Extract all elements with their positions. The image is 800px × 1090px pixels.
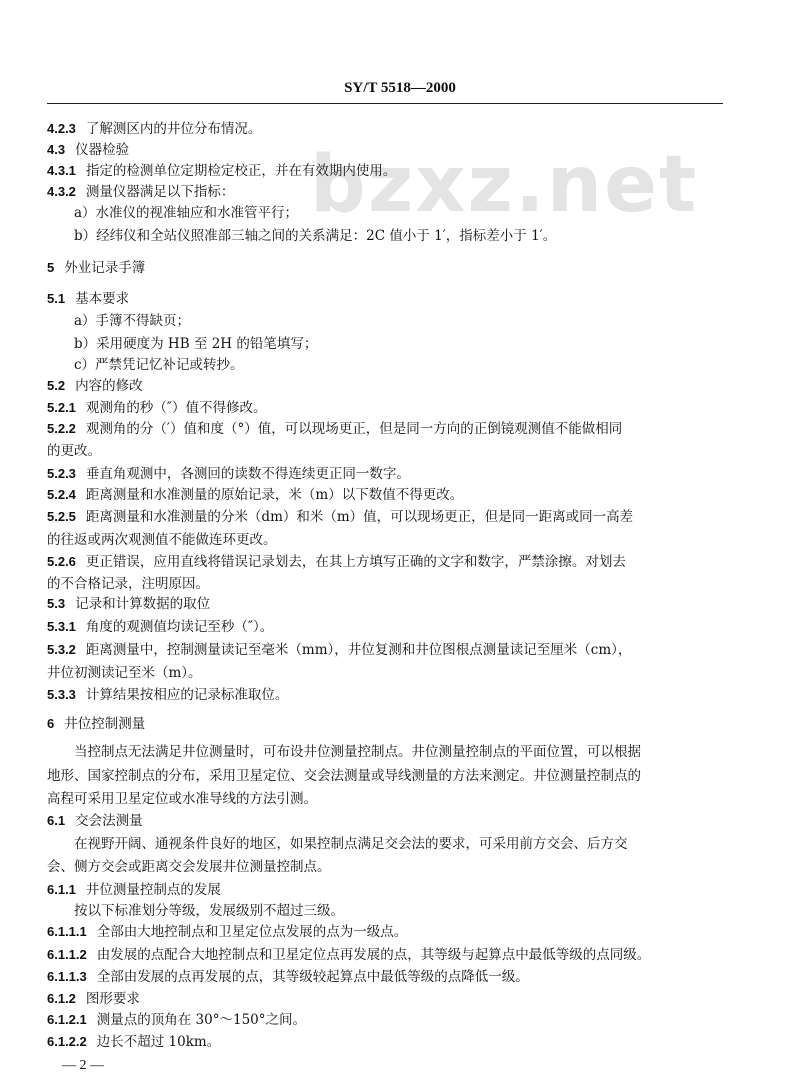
clause-text: a）水准仪的视准轴应和水准管平行；: [74, 205, 299, 221]
clause-number: 4.3: [47, 142, 66, 157]
clause-number: 6.1.1.1: [47, 924, 87, 939]
header-rule: [47, 103, 723, 104]
clause-text: 距离测量中，控制测量读记至毫米（mm），井位复测和井位图根点测量读记至厘米（cm），: [85, 642, 632, 658]
clause-text: 更正错误，应用直线将错误记录划去，在其上方填写正确的文字和数字，严禁涂擦。对划去: [85, 554, 626, 570]
clause-number: 5.2.6: [47, 554, 76, 569]
clause-text: 内容的修改: [75, 378, 143, 394]
clause-number: 5.2.3: [47, 466, 76, 481]
text-line: [47, 224, 754, 248]
clause-text: 在视野开阔、通视条件良好的地区，如果控制点满足交会法的要求，可采用前方交会、后方交: [74, 836, 628, 852]
clause-5-3-3: [47, 683, 727, 707]
clause-text: 计算结果按相应的记录标准取位。: [85, 687, 289, 703]
clause-5-2-2: [47, 417, 727, 441]
clause-text: 了解测区内的井位分布情况。: [85, 121, 262, 137]
clause-text: 基本要求: [75, 291, 130, 307]
clause-number: 6.1.1.2: [47, 947, 87, 962]
clause-text: 高程可采用卫星定位或水准导线的方法引测。: [47, 791, 317, 807]
clause-6-1-1-2: [47, 943, 727, 967]
clause-text: 角度的观测值均读记至秒（″）。: [85, 619, 274, 635]
clause-5-2-5: [47, 505, 727, 529]
clause-text: 由发展的点配合大地控制点和卫星定位点再发展的点，其等级与起算点中最低等级的点同级。: [96, 947, 651, 963]
clause-number: 5.2.2: [47, 421, 76, 436]
clause-number: 4.3.2: [47, 184, 76, 199]
clause-text: 的不合格记录，注明原因。: [47, 576, 209, 592]
clause-text: 地形、国家控制点的分布，采用卫星定位、交会法测量或导线测量的方法来测定。井位测量控制点的: [47, 768, 641, 784]
clause-text: 会、侧方交会或距离交会发展井位测量控制点。: [47, 859, 331, 875]
clause-5-3-1: [47, 615, 727, 639]
clause-5-2-6: [47, 550, 727, 574]
clause-text: 的往返或两次观测值不能做连环更改。: [47, 532, 277, 548]
text-line: [47, 439, 727, 463]
clause-number: 5.3: [47, 596, 66, 611]
clause-6-1-2-2: [47, 1030, 727, 1054]
clause-text: b）采用硬度为 HB 至 2H 的铅笔填写；: [74, 336, 318, 352]
clause-5-2-4: [47, 483, 727, 507]
clause-text: 井位控制测量: [64, 716, 146, 732]
clause-text: 指定的检测单位定期检定校正，并在有效期内使用。: [85, 163, 397, 179]
clause-text: 按以下标准划分等级，发展级别不超过三级。: [74, 903, 344, 919]
clause-number: 6: [47, 716, 55, 731]
text-line: [47, 787, 727, 811]
page-number: — 2 —: [62, 1058, 104, 1073]
clause-6-1-1-1: [47, 920, 727, 944]
clause-text: 井位测量控制点的发展: [85, 882, 221, 898]
clause-text: 全部由发展的点再发展的点，其等级较起算点中最低等级的点降低一级。: [96, 969, 529, 985]
clause-text: 图形要求: [85, 991, 140, 1007]
clause-number: 6.1.2: [47, 991, 76, 1006]
clause-text: 测量点的顶角在 30°～150°之间。: [96, 1012, 307, 1028]
clause-number: 4.3.1: [47, 163, 76, 178]
clause-5-3-2: [47, 638, 727, 662]
clause-text: 观测角的分（′）值和度（°）值，可以现场更正，但是同一方向的正倒镜观测值不能做相同: [85, 421, 623, 437]
clause-6-1-2-1: [47, 1008, 727, 1032]
clause-5-3: [47, 592, 727, 616]
clause-text: 距离测量和水准测量的原始记录，米（m）以下数值不得更改。: [85, 487, 464, 503]
clause-text: 距离测量和水准测量的分米（dm）和米（m）值，可以现场更正，但是同一距离或同一高差: [85, 509, 634, 525]
clause-number: 6.1: [47, 813, 66, 828]
text-line: [47, 661, 727, 685]
clause-text: 外业记录手簿: [64, 260, 146, 276]
clause-number: 5.2.5: [47, 509, 76, 524]
clause-text: 全部由大地控制点和卫星定位点发展的点为一级点。: [96, 924, 408, 940]
clause-text: a）手簿不得缺页；: [74, 313, 191, 329]
clause-text: 井位初测读记至米（m）。: [47, 665, 202, 681]
clause-text: 的更改。: [47, 443, 101, 459]
clause-text: 仪器检验: [75, 142, 130, 158]
clause-text: 垂直角观测中，各测回的读数不得连续更正同一数字。: [85, 466, 410, 482]
clause-text: 边长不超过 10km。: [96, 1034, 221, 1050]
clause-number: 6.1.1.3: [47, 969, 87, 984]
clause-6: [47, 712, 727, 736]
clause-number: 4.2.3: [47, 121, 76, 136]
text-line: [47, 309, 754, 333]
clause-text: 测量仪器满足以下指标：: [85, 184, 235, 200]
watermark: bzxz.net: [310, 140, 699, 230]
clause-5-1: [47, 287, 727, 311]
clause-number: 5.1: [47, 291, 66, 306]
clause-text: 观测角的秒（″）值不得修改。: [85, 400, 267, 416]
text-line: [47, 832, 754, 856]
clause-text: b）经纬仪和全站仪照准部三轴之间的关系满足：2C 值小于 1′，指标差小于 1′。: [74, 228, 557, 244]
header-code: SY/T 5518—2000: [344, 80, 456, 96]
text-line: [47, 764, 727, 788]
clause-number: 5.3.2: [47, 642, 76, 657]
clause-number: 5.3.3: [47, 687, 76, 702]
clause-number: 6.1.1: [47, 882, 76, 897]
clause-number: 5: [47, 260, 55, 275]
clause-number: 5.2.1: [47, 400, 76, 415]
text-line: [47, 740, 754, 764]
clause-number: 5.3.1: [47, 619, 76, 634]
clause-number: 5.2.4: [47, 487, 76, 502]
clause-5: [47, 256, 727, 280]
clause-6-1: [47, 809, 727, 833]
text-line: [47, 528, 727, 552]
clause-text: 记录和计算数据的取位: [75, 596, 211, 612]
text-line: [47, 855, 727, 879]
clause-number: 6.1.2.1: [47, 1012, 87, 1027]
clause-number: 5.2: [47, 378, 66, 393]
clause-text: 当控制点无法满足井位测量时，可布设井位测量控制点。井位测量控制点的平面位置，可以根据: [74, 744, 641, 760]
clause-text: c）严禁凭记忆补记或转抄。: [74, 357, 244, 373]
clause-number: 6.1.2.2: [47, 1034, 87, 1049]
clause-text: 交会法测量: [75, 813, 143, 829]
text-line: [47, 201, 754, 225]
clause-6-1-1-3: [47, 965, 727, 989]
clause-5-2: [47, 374, 727, 398]
